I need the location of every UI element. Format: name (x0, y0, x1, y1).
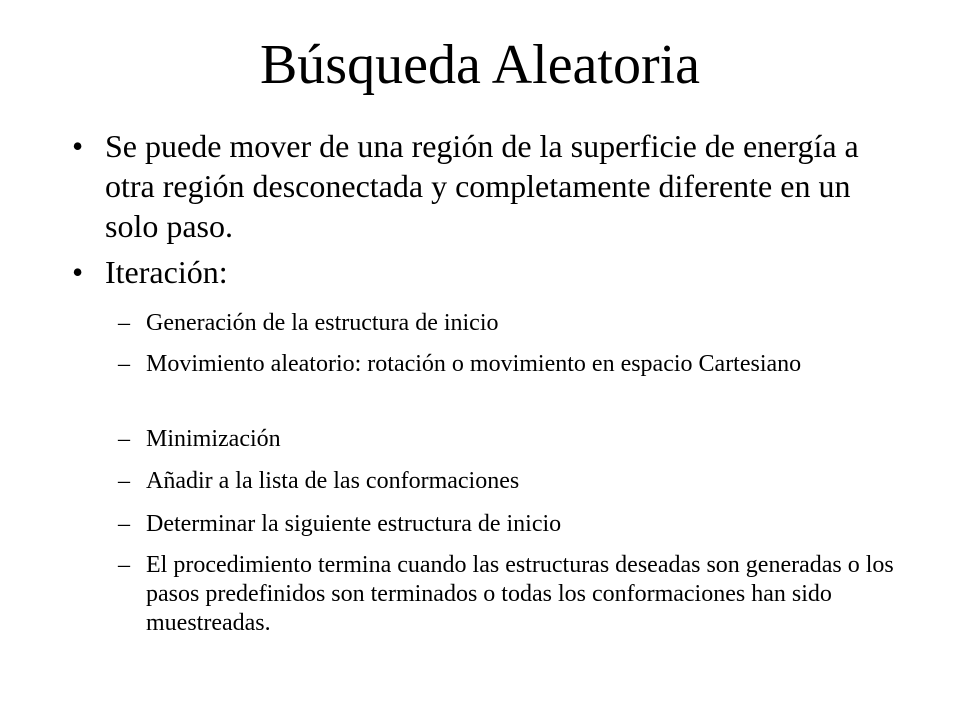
sub-item (118, 510, 898, 539)
bullet-mark: • (72, 254, 84, 290)
bullet-item (72, 252, 872, 292)
sub-item (118, 551, 898, 638)
sub-item-text: Generación de la estructura de inicio (146, 310, 499, 336)
bullet-text: Iteración: (105, 254, 228, 290)
sub-item (118, 350, 898, 379)
sub-item-text: Añadir a la lista de las conformaciones (146, 468, 520, 494)
sub-item-text: Minimización (146, 426, 281, 452)
sub-item (118, 309, 898, 338)
sub-item-text: Determinar la siguiente estructura de inicio (146, 511, 562, 537)
sub-item-text: El procedimiento termina cuando las estructuras deseadas son generadas o los pasos predefinidos son terminados o todas los conformaciones han sido muestreadas. (146, 552, 894, 636)
sub-item-text: Movimiento aleatorio: rotación o movimiento en espacio Cartesiano (146, 351, 802, 377)
bullet-mark: • (72, 128, 84, 164)
dash-mark: – (118, 351, 130, 377)
dash-mark: – (118, 310, 130, 336)
bullet-item (72, 126, 872, 246)
dash-mark: – (118, 426, 130, 452)
dash-mark: – (118, 468, 130, 494)
slide-title: Búsqueda Aleatoria (259, 34, 701, 96)
bullet-text: Se puede mover de una región de la superficie de energía a otra región desconectada y completamente diferente en un solo paso. (105, 128, 859, 244)
dash-mark: – (118, 511, 130, 537)
sub-item (118, 425, 898, 454)
sub-item (118, 467, 898, 496)
dash-mark: – (118, 552, 130, 578)
